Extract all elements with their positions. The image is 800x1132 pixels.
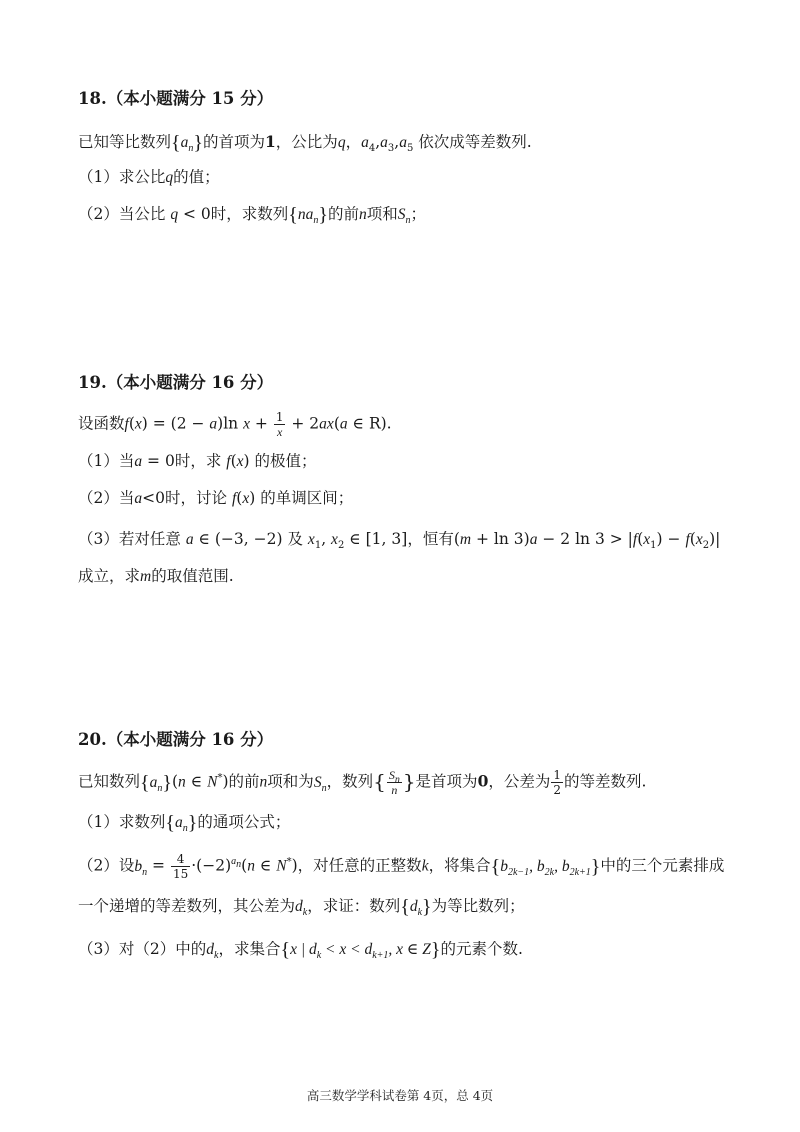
q18-title: 18.（本小题满分 15 分）	[78, 89, 274, 108]
q20-stem: 已知数列$\{a_n\}(n$ ∈ N*)的前n项和为$S_n$，数列{ $\frac{S_n}{n}$ }是首项为0，公差为 $\frac{1}{2}$ 的等差数列.	[78, 768, 647, 797]
q19-stem: 设函数f(x) = (2 − a)ln x + $\frac{1}{x}$ + 2ax(a ∈ R).	[78, 410, 392, 439]
q20-part3: （3）对（2）中的$d_k$，求集合{x | $d_k < x < d_{k+1}$, x ∈ Z}的元素个数.	[78, 939, 523, 962]
fraction-1-over-x: $\frac{1}{x}$	[275, 410, 284, 439]
q18-part1: （1）求公比q的值；	[78, 168, 220, 186]
q19-part1: （1）当a = 0时，求 f(x) 的极值；	[78, 452, 317, 470]
q18-part2: （2）当公比 q < 0时，求数列$\{na_n\}$的前n项和$S_n$；	[78, 204, 427, 227]
q20-title: 20.（本小题满分 16 分）	[78, 730, 274, 749]
fraction-4-over-15: $\frac{4}{15}$	[172, 852, 189, 881]
fraction-one-half: $\frac{1}{2}$	[553, 768, 562, 797]
q20-part2: （2）设$b_n$ = $\frac{4}{15}$ $\cdot(-2)^{a_n}(n$ ∈ N*)，对任意的正整数k，将集合{$b_{2k-1}$, $b_{2k}$, $b_{2k+1}$}中的三个元素排成	[78, 852, 725, 881]
q19-title: 19.（本小题满分 16 分）	[78, 373, 274, 392]
q18-stem: 已知等比数列$\{a_n\}$的首项为1，公比为q，$a_4,a_3,a_5$ 依次成等差数列.	[78, 132, 532, 155]
q19-part3: （3）若对任意 a ∈ (−3, −2) 及 $x_1$, $x_2$ ∈ [1, 3]，恒有(m + ln 3)a − 2 $\ln 3 > |f(x_1) - f(x_2)|$	[78, 530, 721, 552]
q19-part3-cont: 成立，求m的取值范围.	[78, 567, 234, 585]
page-footer: 高三数学学科试卷第 4页，总 4页	[306, 1088, 494, 1103]
fraction-sn-over-n: $\frac{S_n}{n}$	[388, 768, 400, 797]
q20-part1: （1）求数列$\{a_n\}$的通项公式；	[78, 812, 291, 835]
q19-part2: （2）当a<0时，讨论 f(x) 的单调区间；	[78, 489, 354, 507]
q20-part2-cont: 一个递增的等差数列，其公差为$d_k$，求证：数列$\{d_k\}$为等比数列；	[78, 896, 525, 919]
